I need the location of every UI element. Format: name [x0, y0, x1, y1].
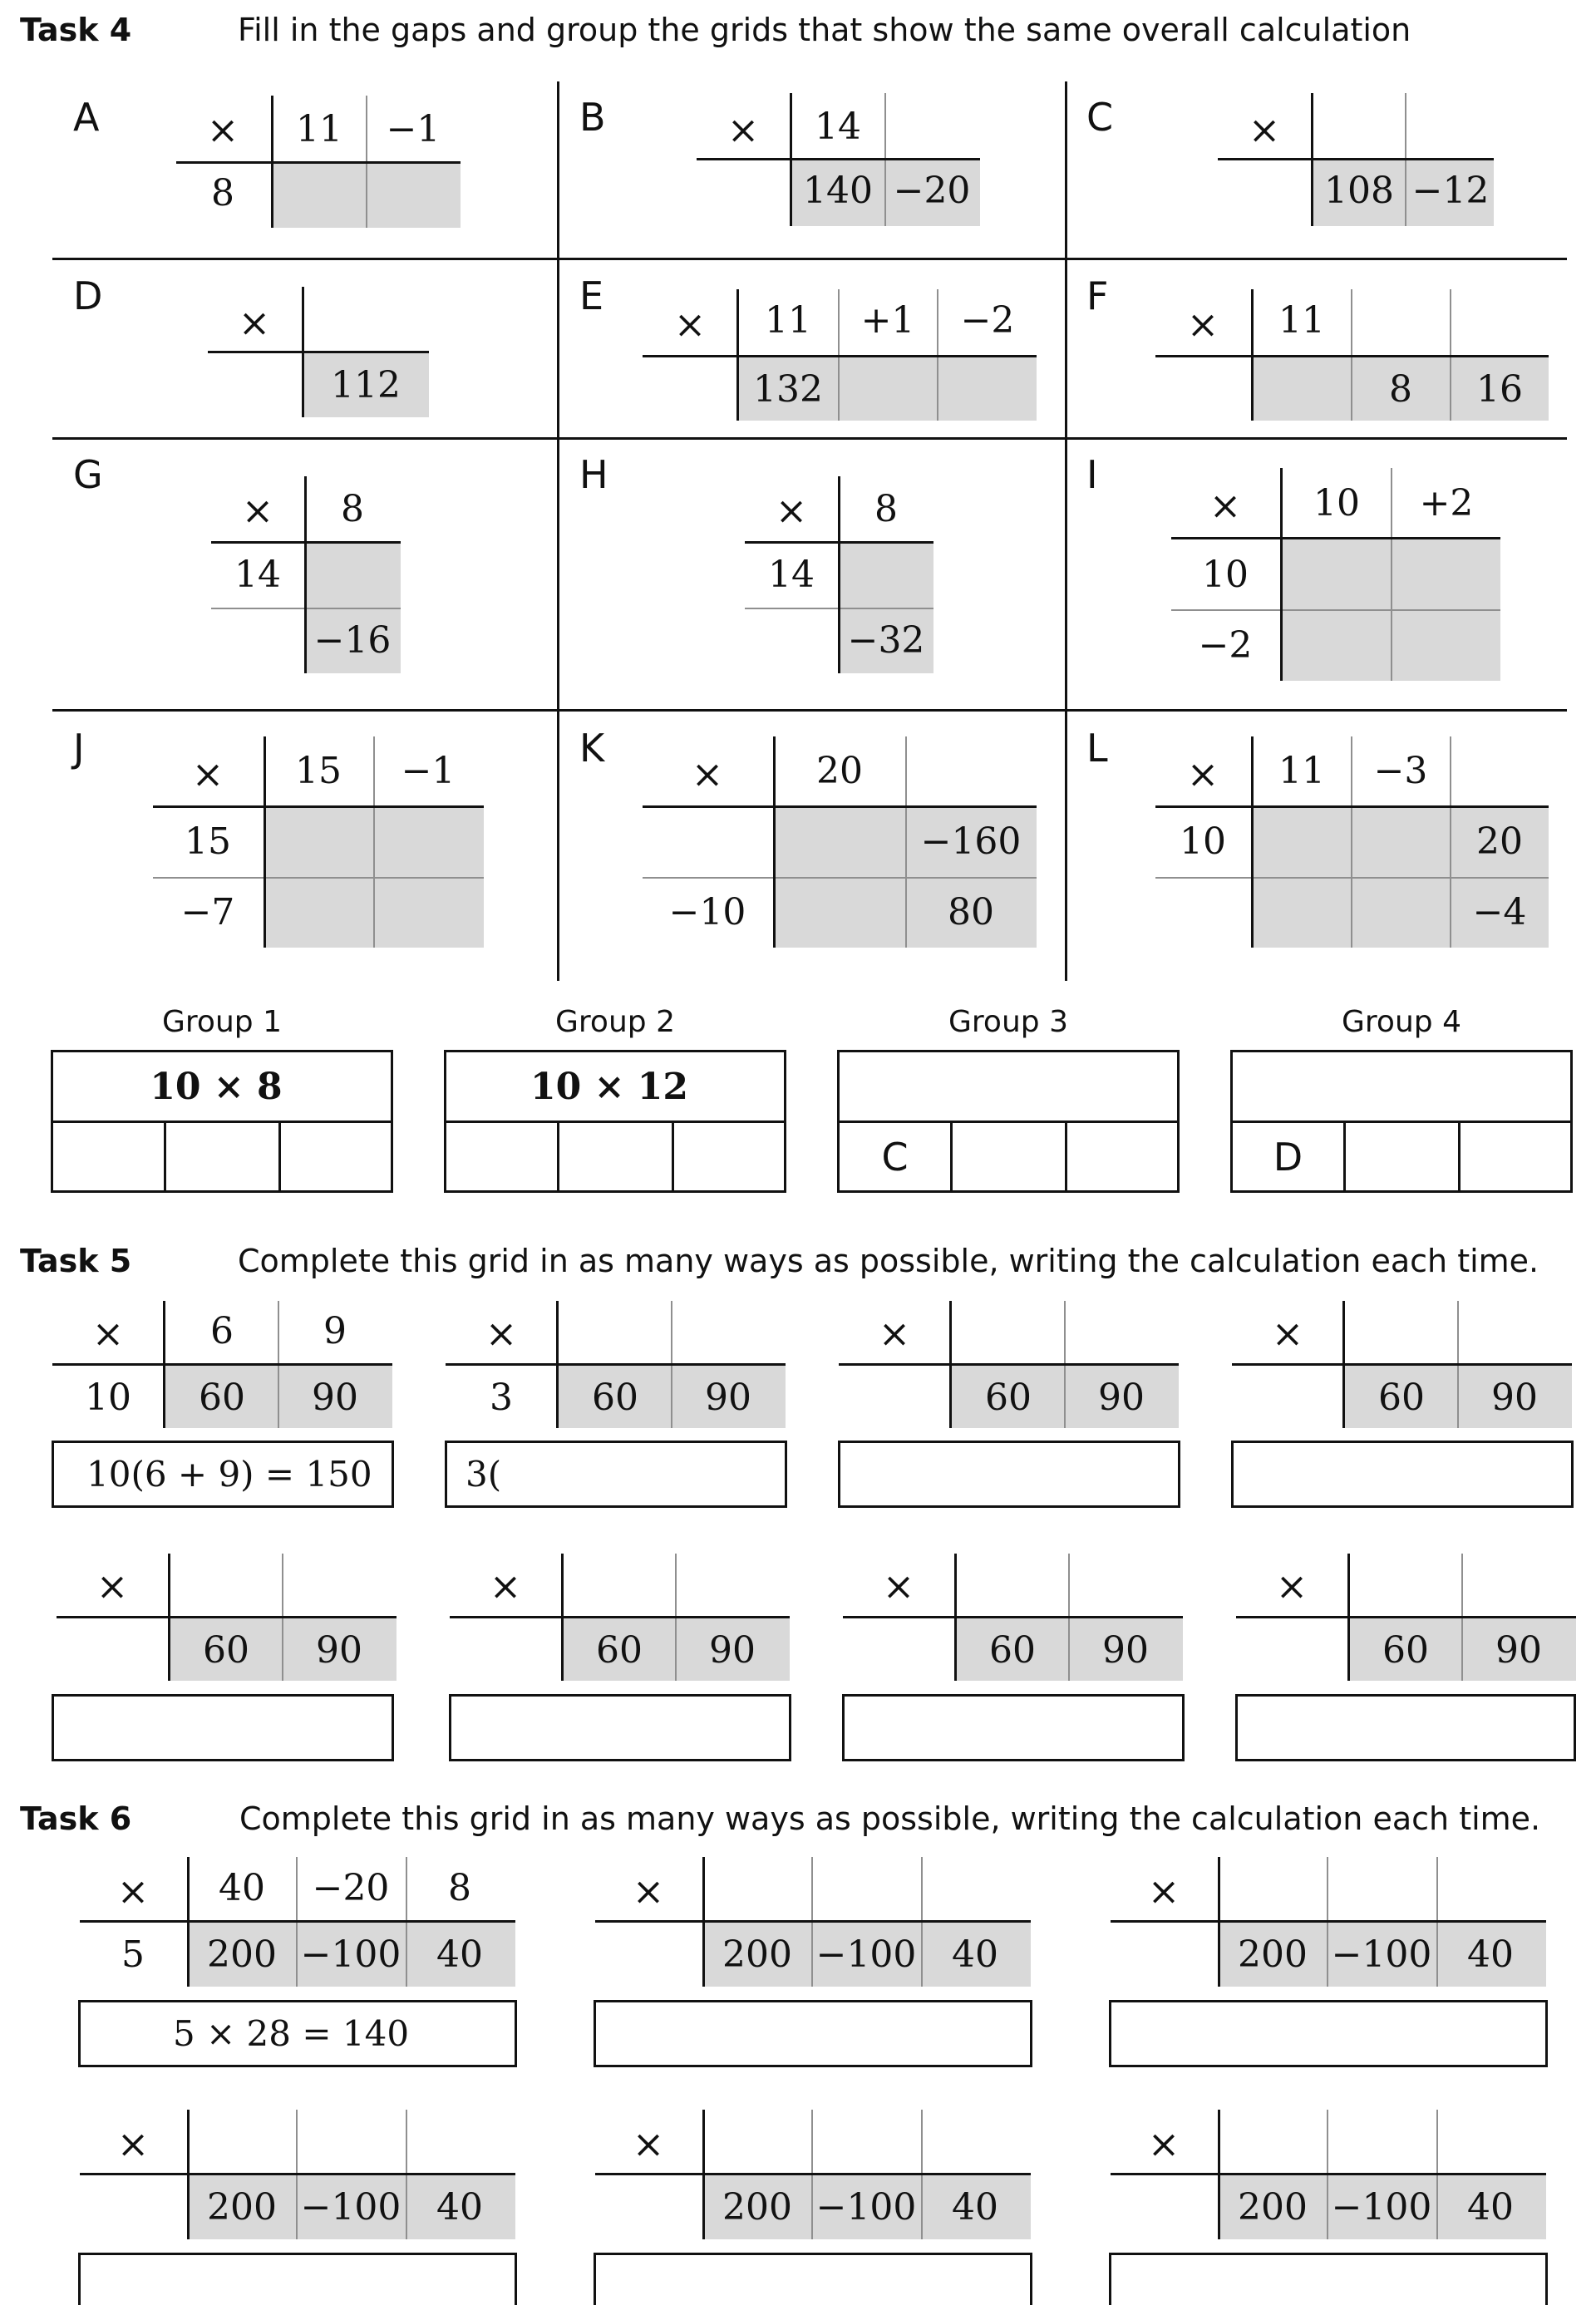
- cell-value: 90: [1495, 1629, 1542, 1672]
- col-head: 8: [874, 488, 898, 530]
- multiply-icon: ×: [1271, 1311, 1304, 1356]
- row-head: 14: [234, 554, 281, 596]
- grid-letter: C: [1086, 95, 1114, 140]
- divider-row2: [52, 437, 1567, 440]
- col-head: 10: [1313, 482, 1360, 525]
- task4-heading: Task 4: [20, 12, 132, 48]
- row-head: 14: [768, 554, 815, 596]
- multiply-icon: ×: [96, 1564, 129, 1608]
- multiply-icon: ×: [1147, 2121, 1180, 2166]
- cell-value: 40: [436, 1933, 483, 1976]
- cell-value: 90: [705, 1377, 751, 1419]
- group-slot[interactable]: D: [1273, 1134, 1303, 1180]
- cell-value: 60: [596, 1629, 643, 1672]
- multiply-icon: ×: [1186, 302, 1219, 347]
- cell-value: −12: [1411, 170, 1490, 212]
- grid-letter: H: [579, 452, 608, 497]
- col-head: 15: [295, 750, 342, 792]
- group-label: Group 4: [1342, 1005, 1461, 1039]
- multiply-icon: ×: [191, 751, 224, 796]
- col-head: −20: [312, 1867, 390, 1909]
- answer-box[interactable]: [52, 1694, 394, 1761]
- grid-letter: E: [579, 273, 604, 318]
- col-head: 11: [765, 299, 811, 342]
- cell-value: 200: [207, 2186, 277, 2229]
- col-head: +2: [1419, 482, 1474, 525]
- col-head: 40: [219, 1867, 265, 1909]
- cell-value: 112: [331, 364, 401, 406]
- answer-box[interactable]: [594, 2000, 1032, 2067]
- answer-text: 3(: [466, 1454, 502, 1495]
- multiply-icon: ×: [485, 1311, 518, 1356]
- cell-value: 200: [1238, 2186, 1308, 2229]
- multiply-icon: ×: [691, 751, 724, 796]
- group-slot[interactable]: [674, 1123, 784, 1190]
- cell-value: 60: [1382, 1629, 1429, 1672]
- col-head: 11: [1278, 299, 1325, 342]
- row-head: 10: [85, 1377, 131, 1419]
- answer-box[interactable]: [838, 1441, 1180, 1508]
- col-head: 14: [815, 106, 861, 148]
- multiply-icon: ×: [116, 2121, 150, 2166]
- multiply-icon: ×: [1147, 1869, 1180, 1913]
- cell-value: 132: [753, 368, 823, 411]
- multiply-icon: ×: [206, 107, 239, 152]
- col-head: 6: [210, 1310, 234, 1352]
- group-calc-slot[interactable]: [1233, 1052, 1570, 1120]
- cell-value: 16: [1476, 368, 1523, 411]
- multiply-icon: ×: [878, 1311, 911, 1356]
- cell-value: −16: [313, 619, 392, 662]
- divider-row1: [52, 258, 1567, 260]
- group-slot[interactable]: [953, 1123, 1065, 1190]
- cell-value: −32: [847, 619, 925, 662]
- cell-value: 90: [312, 1377, 358, 1419]
- multiply-icon: ×: [1275, 1564, 1308, 1608]
- multiply-icon: ×: [632, 2121, 665, 2166]
- multiply-icon: ×: [775, 488, 808, 533]
- cell-value: −100: [1331, 2186, 1432, 2229]
- row-head: −7: [180, 891, 235, 933]
- cell-value: 40: [952, 1933, 998, 1976]
- group-slot[interactable]: [446, 1123, 557, 1190]
- multiply-icon: ×: [1186, 751, 1219, 796]
- col-head: 8: [341, 488, 364, 530]
- cell-value: −100: [1331, 1933, 1432, 1976]
- cell-value: −100: [815, 1933, 917, 1976]
- multiply-icon: ×: [673, 302, 707, 347]
- task5-heading: Task 5: [20, 1243, 132, 1279]
- col-head: +1: [860, 299, 915, 342]
- cell-value: 80: [948, 891, 994, 933]
- cell-value: 90: [709, 1629, 756, 1672]
- cell-value: −4: [1472, 891, 1527, 933]
- multiply-icon: ×: [632, 1869, 665, 1913]
- answer-text: 10(6 + 9) = 150: [86, 1454, 372, 1495]
- cell-value: 200: [722, 2186, 792, 2229]
- cell-value: 200: [207, 1933, 277, 1976]
- cell-value: 108: [1324, 170, 1394, 212]
- cell-value: −100: [815, 2186, 917, 2229]
- row-head: 3: [490, 1377, 513, 1419]
- cell-value: 20: [1476, 820, 1523, 863]
- col-head: 20: [816, 750, 863, 792]
- group-slot[interactable]: [281, 1123, 391, 1190]
- multiply-icon: ×: [1209, 483, 1242, 528]
- cell-value: −100: [300, 2186, 401, 2229]
- grid-letter: A: [73, 95, 100, 140]
- group-label: Group 1: [162, 1005, 282, 1039]
- grid-letter: J: [73, 726, 85, 771]
- grid-letter: I: [1086, 452, 1098, 497]
- cell-value: 60: [203, 1629, 249, 1672]
- answer-box[interactable]: [1235, 1694, 1576, 1761]
- grid-letter: L: [1086, 726, 1108, 771]
- col-head: −1: [386, 108, 441, 150]
- group-slot[interactable]: [1461, 1123, 1570, 1190]
- cell-value: 200: [1238, 1933, 1308, 1976]
- cell-value: −160: [920, 820, 1022, 863]
- grid-letter: B: [579, 95, 606, 140]
- group-slot[interactable]: [1346, 1123, 1458, 1190]
- cell-value: 40: [436, 2186, 483, 2229]
- multiply-icon: ×: [882, 1564, 915, 1608]
- row-head: 8: [211, 172, 234, 214]
- cell-value: 90: [1102, 1629, 1149, 1672]
- grid-letter: F: [1086, 273, 1109, 318]
- task4-instruction: Fill in the gaps and group the grids that show the same overall calculation: [238, 12, 1411, 48]
- divider-row3: [52, 709, 1567, 712]
- cell-value: 200: [722, 1933, 792, 1976]
- cell-value: 60: [592, 1377, 638, 1419]
- task6-heading: Task 6: [20, 1800, 132, 1837]
- group-label: Group 3: [948, 1005, 1068, 1039]
- answer-box[interactable]: [449, 1694, 791, 1761]
- answer-box[interactable]: [78, 2253, 517, 2305]
- answer-box[interactable]: [1231, 1441, 1574, 1508]
- cell-value: 40: [1467, 2186, 1514, 2229]
- group-slot[interactable]: [1067, 1123, 1177, 1190]
- col-head: −3: [1373, 750, 1428, 792]
- multiply-icon: ×: [489, 1564, 522, 1608]
- answer-text: 5 × 28 = 140: [172, 2013, 410, 2054]
- multiply-icon: ×: [91, 1311, 125, 1356]
- multiply-icon: ×: [727, 107, 760, 152]
- group-label: Group 2: [555, 1005, 675, 1039]
- group-calc: 10 × 12: [530, 1066, 688, 1108]
- cell-value: 40: [1467, 1933, 1514, 1976]
- col-head: −1: [401, 750, 456, 792]
- cell-value: −100: [300, 1933, 401, 1976]
- answer-box[interactable]: [594, 2253, 1032, 2305]
- cell-value: 90: [1098, 1377, 1145, 1419]
- group-calc: 10 × 8: [150, 1066, 283, 1108]
- col-head: 11: [1278, 750, 1325, 792]
- cell-value: 60: [985, 1377, 1032, 1419]
- divider-col1: [557, 81, 559, 981]
- divider-col2: [1065, 81, 1067, 981]
- cell-value: 140: [803, 170, 873, 212]
- answer-box[interactable]: [842, 1694, 1185, 1761]
- group-slot[interactable]: C: [881, 1134, 909, 1180]
- col-head: 11: [296, 108, 342, 150]
- multiply-icon: ×: [241, 488, 274, 533]
- cell-value: 60: [199, 1377, 245, 1419]
- group-calc-slot[interactable]: [840, 1052, 1177, 1120]
- row-head: 10: [1180, 820, 1226, 863]
- col-head: 9: [323, 1310, 347, 1352]
- col-head: 8: [448, 1867, 471, 1909]
- grid-letter: G: [73, 452, 103, 497]
- grid-letter: D: [73, 273, 103, 318]
- multiply-icon: ×: [116, 1869, 150, 1913]
- multiply-icon: ×: [238, 300, 271, 345]
- cell-value: 90: [316, 1629, 362, 1672]
- group-slot[interactable]: [559, 1123, 672, 1190]
- group-slot[interactable]: [166, 1123, 278, 1190]
- row-head: 5: [121, 1933, 145, 1976]
- grid-letter: K: [579, 726, 605, 771]
- task6-instruction: Complete this grid in as many ways as possible, writing the calculation each time.: [239, 1800, 1541, 1837]
- group-slot[interactable]: [53, 1123, 164, 1190]
- row-head: −10: [668, 891, 746, 933]
- row-head: 10: [1202, 554, 1249, 596]
- col-head: −2: [960, 299, 1015, 342]
- answer-box[interactable]: [1109, 2253, 1548, 2305]
- cell-value: 8: [1389, 368, 1412, 411]
- answer-box[interactable]: [1109, 2000, 1548, 2067]
- multiply-icon: ×: [1248, 107, 1281, 152]
- task5-instruction: Complete this grid in as many ways as possible, writing the calculation each time.: [238, 1243, 1539, 1279]
- cell-value: 40: [952, 2186, 998, 2229]
- row-head: −2: [1198, 624, 1253, 667]
- cell-value: 60: [1378, 1377, 1425, 1419]
- cell-value: 90: [1491, 1377, 1538, 1419]
- cell-value: 60: [989, 1629, 1036, 1672]
- cell-value: −20: [893, 170, 971, 212]
- row-head: 15: [185, 820, 231, 863]
